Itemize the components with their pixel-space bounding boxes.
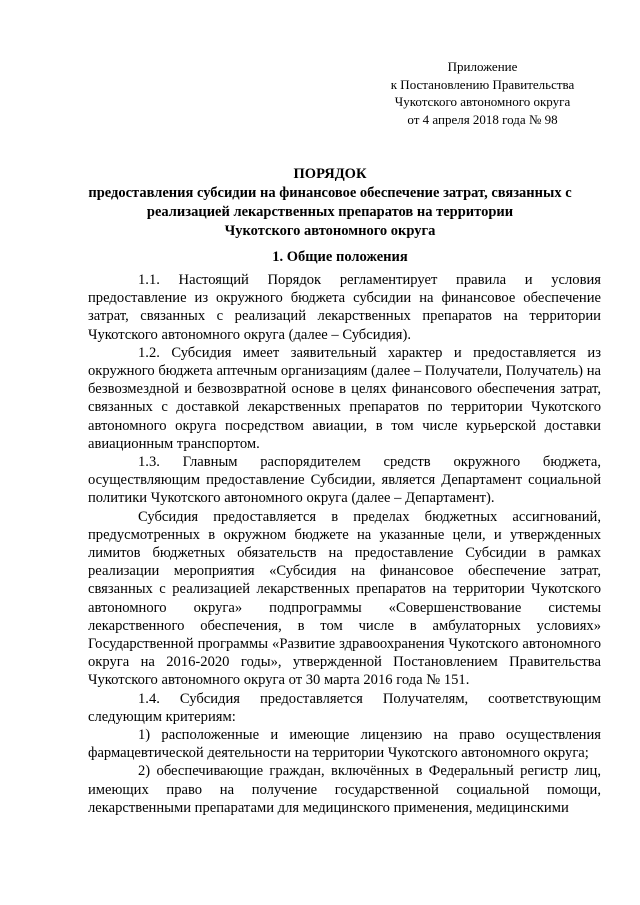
appendix-header <box>375 58 590 128</box>
title-subtitle: реализацией лекарственных препаратов на территории <box>146 204 514 220</box>
appendix-line: Приложение <box>447 59 518 74</box>
document-title <box>80 165 580 241</box>
title-subtitle: Чукотского автономного округа <box>224 223 436 239</box>
title-subtitle: предоставления субсидии на финансовое обеспечение затрат, связанных с <box>88 185 572 201</box>
document-body <box>88 271 601 817</box>
paragraph: 1.4. Субсидия предоставляется Получателям, соответствующим следующим критериям: <box>88 690 601 725</box>
title-heading: ПОРЯДОК <box>293 166 367 182</box>
appendix-line: к Постановлению Правительства <box>390 76 575 92</box>
paragraph: 1.3. Главным распорядителем средств окружного бюджета, осуществляющим предоставление Субсидии, является Департамент социальной политики Чукотского автономного округа (далее – Департамент). <box>88 454 601 507</box>
paragraph: 1.2. Субсидия имеет заявительный характер и предоставляется из окружного бюджета аптечным организациям (далее – Получатели, Получатель) на безвозмездной и безвозвратной основе в целях финансового обеспечения затрат, связанных с доставкой лекарственных препаратов по территории Чукотского автономного округа посредством авиации, в том числе курьерской доставки авиационным транспортом. <box>88 344 601 452</box>
appendix-line: Чукотского автономного округа <box>394 94 571 109</box>
section-heading: 1. Общие положения <box>272 249 408 265</box>
paragraph: 1.1. Настоящий Порядок регламентирует правила и условия предоставление из окружного бюджета субсидии на финансовое обеспечение затрат, связанных с реализаций лекарственных препаратов на территории Чукотского автономного округа (далее – Субсидия). <box>88 272 601 343</box>
paragraph: 1) расположенные и имеющие лицензию на право осуществления фармацевтической деятельности на территории Чукотского автономного округа; <box>88 727 601 762</box>
appendix-line: от 4 апреля 2018 года № 98 <box>407 111 558 127</box>
paragraph: 2) обеспечивающие граждан, включённых в Федеральный регистр лиц, имеющих право на получение государственной социальной помощи, лекарственными препаратами для медицинского применения, медицинскими <box>88 763 601 816</box>
paragraph: Субсидия предоставляется в пределах бюджетных ассигнований, предусмотренных в окружном бюджете на указанные цели, и утвержденных лимитов бюджетных обязательств на предоставление Субсидии в рамках реализации мероприятия «Субсидия на финансовое обеспечение затрат, связанных с реализацией лекарственных препаратов на территории Чукотского автономного округа» подпрограммы «Совершенствование системы лекарственного обеспечения, в том числе в амбулаторных условиях» Государственной программы «Развитие здравоохранения Чукотского автономного округа на 2016-2020 годы», утвержденной Постановлением Правительства Чукотского автономного округа от 30 марта 2016 года № 151. <box>88 508 601 689</box>
